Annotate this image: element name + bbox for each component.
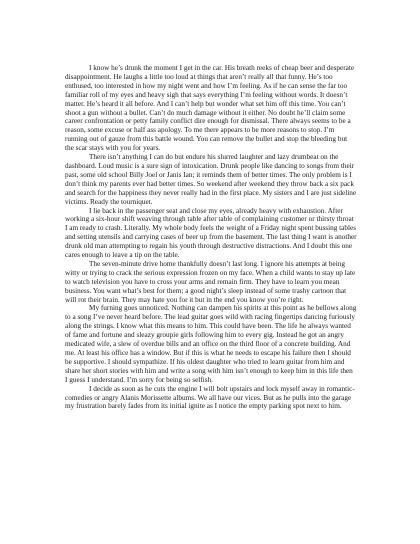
paragraph-3: I lie back in the passenger seat and close my eyes, already heavy with exhaustion. After working a six-hour shift weaving through table after table of complaining customer or thirsty throat I am ready to crash. Literally. My whole body feels the weight of a Friday night spent bussing tables and setting utensils and carrying cases of beer up from the basement. The last thing I want is another drunk old man attempting to regain his youth through destructive distractions. And I doubt this one cares enough to leave a tip on the table. bbox=[65, 206, 357, 260]
paragraph-6: I decide as soon as he cuts the engine I will bolt upstairs and lock myself away in romantic-comedies or angry Alanis Morissette albums. We all have our vices. But as he pulls into the garage my frustration barely fades from its initial ignite as I notice the empty parking spot next to him. bbox=[65, 384, 355, 411]
paragraph-2: There isn’t anything I can do but endure his slurred laughter and lazy drumbeat on the dashboard. Loud music is a sure sign of intoxication. Drunk people like dancing to songs from their past, some old school Billy Joel or Janis Ian; it reminds them of better times. The only problem is I don’t think my parents ever had better times. So weekend after weekend they throw back a six pack and search for the happiness they never really had in the first place. My sisters and I are just sideline victims. Ready the tourniquet. bbox=[65, 153, 357, 206]
story-text bbox=[65, 64, 357, 411]
paragraph-4: The seven-minute drive home thankfully doesn’t last long. I ignore his attempts at being witty or trying to crack the serious expression frozen on my face. When a child wants to stay up late to watch television you have to cross your arms and remain firm. They have to learn you mean business. You want what’s best for them; a good night’s sleep instead of some trashy cartoon that will rot their brain. They may hate you for it but in the end you know you’re right. bbox=[65, 259, 356, 304]
paragraph-1: I know he’s drunk the moment I get in the car. His breath reeks of cheap beer and desperate disappointment. He laughs a little too loud at things that aren’t really all that funny. He’s too enthused, too interested in how my night went and how I’m feeling. As if he can sense the far too familiar roll of my eyes and heavy sigh that says everything I’m feeling without words. It doesn’t matter. He’s heard it all before. And I can’t help but wonder what set him off this time. You can’t shoot a gun without a bullet. Can’t do much damage without it either. No doubt he’ll claim some career confrontation or petty family conflict dire enough for dismissal. There always seems to be a reason, some excuse or half ass apology. To me there appears to be more reasons to stop. I’m running out of gauze from this battle wound. You can remove the bullet and stop the bleeding but the scar stays with you for years. bbox=[65, 64, 355, 153]
paragraph-5: My furning goes unnoticed. Nothing can dampen his spirits at this point as he bellows along to a song I’ve never heard before. The lead guitar goes wild with racing fingertips dancing furiously along the strings. I know what this means to him. This could have been. The life he always wanted of fame and fortune and sleazy groupie girls following him to every gig. Instead he got an angry medicated wife, a slew of overdue bills and an office on the third floor of a concrete building. And me. At least his office has a window. But if this is what he needs to escape his failure then I should be supportive. I should sympathize. If his oldest daughter who tried to learn guitar from him and share her short stories with him and write a song with him isn’t enough to keep him in this life then I guess I understand. I’m sorry for being so selfish. bbox=[65, 304, 357, 384]
